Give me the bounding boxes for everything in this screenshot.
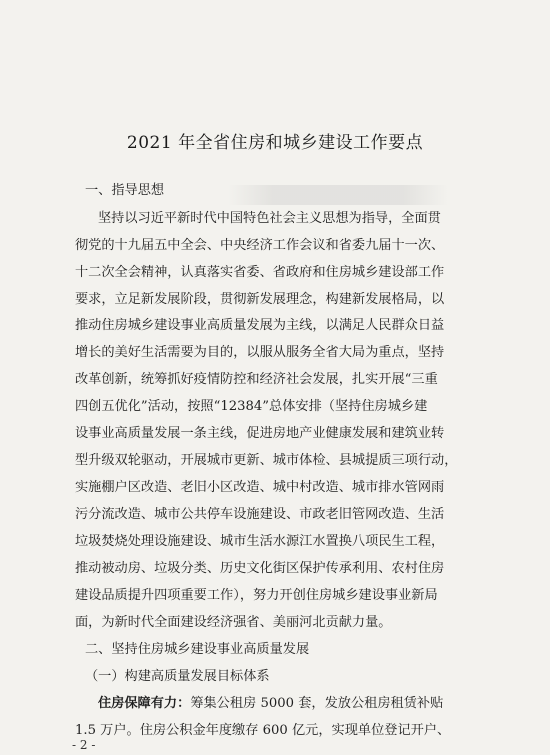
paragraph-line: 建设品质提升四项重要工作），努力开创住房城乡建设事业新局 — [75, 588, 438, 603]
paragraph-line: 污分流改造、城市公共停车设施建设、市政老旧管网改造、生活 — [75, 507, 445, 522]
paragraph-line-rest: 筹集公租房 5000 套，发放公租房租赁补贴 — [190, 696, 444, 711]
page-number: - 2 - — [72, 738, 96, 752]
paragraph-line: 型升级双轮驱动，开展城市更新、城市体检、县城提质三项行动， — [75, 453, 458, 468]
paragraph-line: 十二次全会精神，认真落实省委、省政府和住房城乡建设部工作 — [75, 265, 445, 280]
paragraph-line — [98, 696, 485, 711]
section-heading-2: 二、坚持住房城乡建设事业高质量发展 — [85, 642, 310, 657]
paragraph-line: 1.5 万户。住房公积金年度缴存 600 亿元，实现单位登记开户、 — [75, 723, 451, 738]
document-title: 2021 年全省住房和城乡建设工作要点 — [126, 133, 424, 153]
paragraph-line: 坚持以习近平新时代中国特色社会主义思想为指导，全面贯 — [98, 211, 441, 226]
paragraph-line: 彻党的十九届五中全会、中央经济工作会议和省委九届十一次、 — [75, 238, 445, 253]
paragraph-line: 推动住房城乡建设事业高质量发展为主线，以满足人民群众日益 — [75, 318, 445, 333]
paragraph-line: 设事业高质量发展一条主线，促进房地产业健康发展和建筑业转 — [75, 426, 445, 441]
lead-phrase: 住房保障有力： — [98, 696, 191, 711]
paragraph-line: 面，为新时代全面建设经济强省、美丽河北贡献力量。 — [75, 615, 392, 630]
paragraph-line: 增长的美好生活需要为目的，以服从服务全省大局为重点，坚持 — [75, 345, 445, 360]
subsection-heading-1: （一）构建高质量发展目标体系 — [85, 669, 270, 684]
paragraph-line: 实施棚户区改造、老旧小区改造、城中村改造、城市排水管网雨 — [75, 480, 445, 495]
paragraph-line: 要求，立足新发展阶段，贯彻新发展理念，构建新发展格局，以 — [75, 292, 445, 307]
section-heading-1: 一、指导思想 — [85, 183, 165, 198]
paragraph-line: 四创五优化”活动，按照“12384”总体安排（坚持住房城乡建 — [75, 399, 428, 414]
paragraph-line: 垃圾焚烧处理设施建设、城市生活水源江水置换八项民生工程， — [75, 534, 445, 549]
paragraph-line: 改革创新，统筹抓好疫情防控和经济社会发展，扎实开展“三重 — [75, 372, 438, 387]
paragraph-line: 推动被动房、垃圾分类、历史文化街区保护传承利用、农村住房 — [75, 561, 445, 576]
